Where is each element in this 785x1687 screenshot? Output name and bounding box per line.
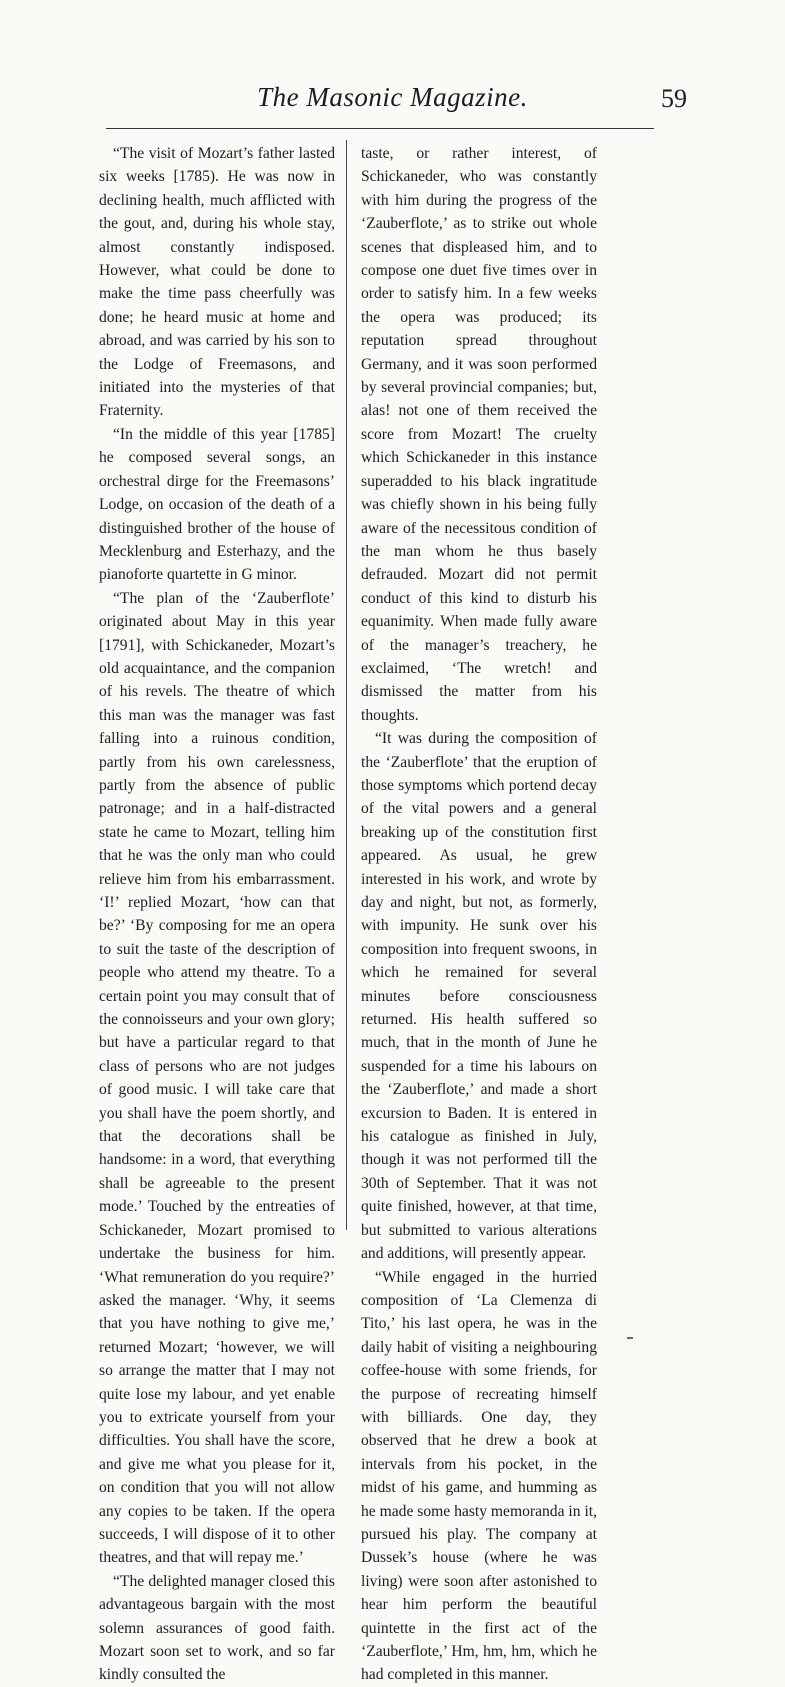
paragraph: “The visit of Mozart’s father lasted six weeks [1785). He was now in declining health, much afflicted with the gout, and, during his whole stay, almost constantly indisposed. However, what could be done to make the time pass cheerfully was done; he heard music at home and abroad, and was carried by his son to the Lodge of Freemasons, and initiated into the mysteries of that Fraternity.: [99, 145, 335, 420]
paragraph: “It was during the composition of the ‘Zauberflote’ that the eruption of those symptoms which portend decay of the vital powers and a general breaking up of the constitution first appeared. As usual, he grew interested in his work, and wrote by day and night, but not, as formerly, with impunity. He sunk over his composition into frequent swoons, in which he remained for several minutes before consciousness returned. His health suffered so much, that in the month of June he suspended for a time his labours on the ‘Zauberflote,’ and made a short excursion to Baden. It is entered in his catalogue as finished in July, though it was not performed till the 30th of September. That it was not quite finished, however, at that time, but submitted to various alterations and additions, will presently appear.: [361, 730, 597, 1263]
page-number: 59: [661, 84, 687, 113]
page-header: [0, 80, 785, 120]
column-divider: [346, 140, 347, 1230]
paragraph: “While engaged in the hurried composition of ‘La Clemenza di Tito,’ his last opera, he was in the daily habit of visiting a neighbouring coffee-house with some friends, for the purpose of recreating himself with billiards. One day, they observed that he drew a book at intervals from his pocket, in the midst of his game, and humming as he made some hasty memoranda in it, pursued his play. The company at Dussek’s house (where he was living) were soon after astonished to hear him perform the beautiful quintette in the first act of the ‘Zauberflote,’ Hm, hm, hm, which he had completed in this manner.: [361, 1268, 598, 1684]
paragraph: “The plan of the ‘Zauberflote’ originated about May in this year [1791], with Schickaneder, Mozart’s old acquaintance, and the companion of his revels. The theatre of which this man was the manager was fast falling into a ruinous condition, partly from his own carelessness, partly from the absence of public patronage; and in a half-distracted state he came to Mozart, telling him that he was the only man who could relieve him from his embarrassment. ‘I!’ replied Mozart, ‘how can that be?’ ‘By composing for me an opera to suit the taste of the description of people who attend my theatre. To a certain point you may consult that of the connoisseurs and your own glory; but have a particular regard to that class of persons who are not judges of good music. I will take care that you shall have the poem shortly, and that the decorations shall be handsome: in a word, that everything shall be agreeable to the present mode.’ Touched by the entreaties of Schickaneder, Mozart promised to undertake the business for him. ‘What remuneration do you require?’ asked the manager. ‘Why, it seems that you have nothing to give me,’ returned Mozart; ‘however, we will so arrange the matter that I may not quite lose my labour, and yet enable you to extricate yourself from your difficulties. You shall have the score, and give me what you please for it, on condition that you will not allow any copies to be taken. If the opera succeeds, I will dispose of it to other theatres, and that will repay me.’: [99, 589, 335, 1567]
paragraph: “In the middle of this year [1785] he composed several songs, an orchestral dirge for the Freemasons’ Lodge, on occasion of the death of a distinguished brother of the house of Mecklenburg and Esterhazy, and the pianoforte quartette in G minor.: [99, 425, 335, 584]
right-column: [361, 142, 597, 1687]
printer-mark: [627, 1337, 633, 1339]
running-title: The Masonic Magazine.: [257, 82, 528, 112]
left-column: [99, 142, 335, 1687]
paragraph: taste, or rather interest, of Schickaneder, who was constantly with him during the progress of the ‘Zauberflote,’ as to strike out whole scenes that displeased him, and to compose one duet five times over in order to satisfy him. In a few weeks the opera was produced; its reputation spread throughout Germany, and it was soon performed by several provincial companies; but, alas! not one of them received the score from Mozart! The cruelty which Schickaneder in this instance superadded to his black ingratitude was chiefly shown in his being fully aware of the necessitous condition of the man whom he thus basely defrauded. Mozart did not permit conduct of this kind to disturb his equanimity. When made fully aware of the manager’s treachery, he exclaimed, ‘The wretch! and dismissed the matter from his thoughts.: [361, 145, 597, 724]
paragraph: “The delighted manager closed this advantageous bargain with the most solemn assurances of good faith. Mozart soon set to work, and so far kindly consulted the: [99, 1572, 335, 1684]
header-rule: [106, 128, 654, 129]
